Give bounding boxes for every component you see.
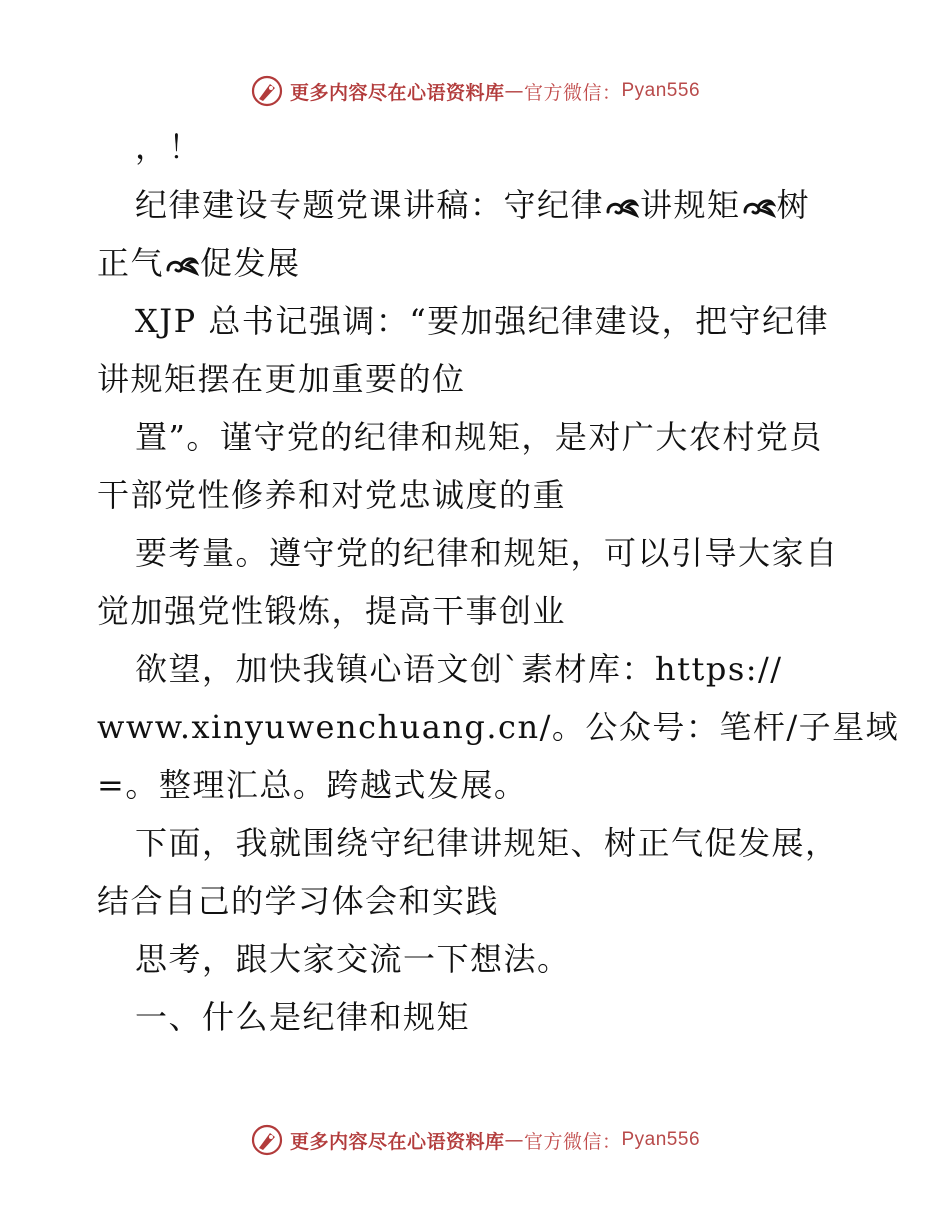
body-line: 要考量。遵守党的纪律和规矩，可以引导大家自 <box>135 534 839 572</box>
pen-logo-icon <box>250 1123 284 1157</box>
body-line: 觉加强党性锻炼，提高干事创业 <box>97 592 567 630</box>
swash-ornament-icon <box>165 254 199 276</box>
body-line: 干部党性修养和对党忠诚度的重 <box>97 476 567 514</box>
footer-banner <box>0 1120 950 1160</box>
banner-separator: — <box>504 80 524 102</box>
title-segment: 纪律建设专题党课讲稿：守纪律 <box>135 186 605 224</box>
pen-logo-icon <box>250 74 284 108</box>
title-segment: 树 <box>776 186 811 224</box>
header-banner <box>0 71 950 111</box>
document-title-line <box>97 234 857 292</box>
body-line: 欲望，加快我镇心语文创`素材库：https:// <box>135 650 783 688</box>
section-heading: 一、什么是纪律和规矩 <box>135 998 471 1036</box>
document-body <box>97 118 900 1046</box>
body-line: 结合自己的学习体会和实践 <box>97 882 500 920</box>
body-line: 讲规矩摆在更加重要的位 <box>97 360 466 398</box>
banner-wechat-id: Pyan556 <box>621 1129 701 1150</box>
body-line: =。整理汇总。跨越式发展。 <box>97 766 528 804</box>
banner-main-text: 更多内容尽在心语资料库 <box>289 81 505 104</box>
title-segment: 正气 <box>97 244 165 282</box>
title-segment: 讲规矩 <box>640 186 741 224</box>
body-line: XJP 总书记强调：“要加强纪律建设，把守纪律 <box>135 302 830 340</box>
body-line: 下面，我就围绕守纪律讲规矩、树正气促发展， <box>135 824 839 862</box>
swash-ornament-icon <box>742 196 776 218</box>
body-line: 思考，跟大家交流一下想法。 <box>135 940 571 978</box>
banner-wechat-id: Pyan556 <box>621 80 701 101</box>
body-line: ，！ <box>135 128 203 166</box>
banner-separator: — <box>504 1129 524 1151</box>
document-title-line <box>97 176 857 234</box>
body-line: 置”。谨守党的纪律和规矩，是对广大农村党员 <box>135 418 823 456</box>
banner-sub-text: 官方微信： <box>523 1130 622 1153</box>
banner-sub-text: 官方微信： <box>523 81 622 104</box>
banner-main-text: 更多内容尽在心语资料库 <box>289 1130 505 1153</box>
title-segment: 促发展 <box>200 244 301 282</box>
swash-ornament-icon <box>605 196 639 218</box>
body-line: www.xinyuwenchuang.cn/。公众号：笔杆/子星域 <box>97 708 900 746</box>
